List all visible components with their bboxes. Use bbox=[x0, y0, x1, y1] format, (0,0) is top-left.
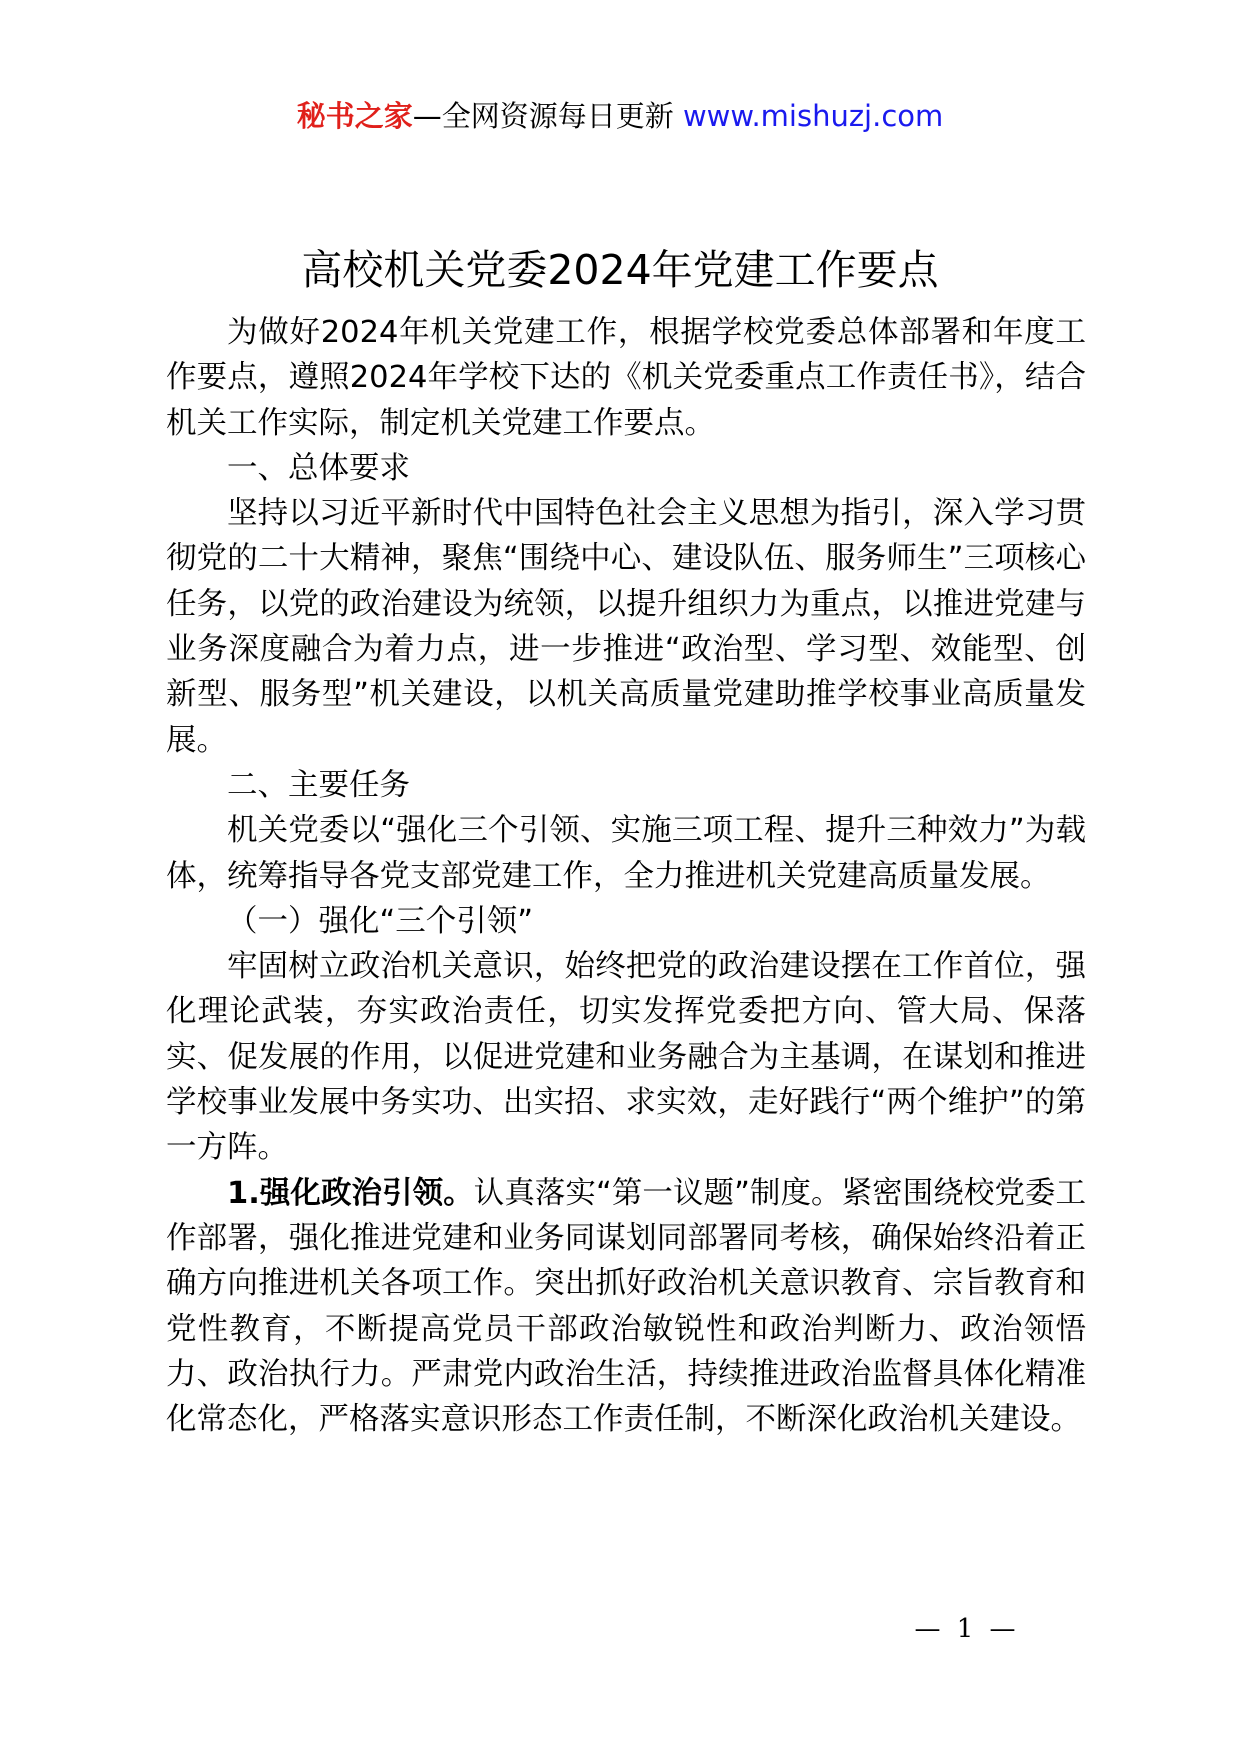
item-body-political: 认真落实“第一议题”制度。紧密围绕校党委工作部署，强化推进党建和业务同谋划同部署同考核，确保始终沿着正确方向推进机关各项工作。突出抓好政治机关意识教育、宗旨教育和党性教育，不断提高党员干部政治敏锐性和政治判断力、政治领悟力、政治执行力。严肃党内政治生活，持续推进政治监督具体化精准化常态化，严格落实意识形态工作责任制，不断深化政治机关建设。 bbox=[166, 1175, 1086, 1438]
site-url-link[interactable]: www.mishuzj.com bbox=[682, 99, 944, 133]
item-lead-political: 1.强化政治引领。 bbox=[227, 1175, 474, 1211]
brand-name: 秘书之家 bbox=[296, 99, 413, 133]
section-paragraph-main-tasks: 机关党委以“强化三个引领、实施三项工程、提升三种效力”为载体，统筹指导各党支部党建工作，全力推进机关党建高质量发展。 bbox=[166, 813, 1086, 894]
page-number: — 1 — bbox=[914, 1614, 1020, 1644]
item-paragraph-political-lead bbox=[166, 1171, 1086, 1443]
intro-paragraph: 为做好2024年机关党建工作，根据学校党委总体部署和年度工作要点，遵照2024年学校下达的《机关党委重点工作责任书》，结合机关工作实际，制定机关党建工作要点。 bbox=[166, 315, 1086, 441]
site-header-banner bbox=[0, 96, 1240, 136]
header-separator: — bbox=[412, 99, 442, 133]
subsection-paragraph-three-leads: 牢固树立政治机关意识，始终把党的政治建设摆在工作首位，强化理论武装，夯实政治责任，切实发挥党委把方向、管大局、保落实、促发展的作用，以促进党建和业务融合为主基调，在谋划和推进学校事业发展中务实功、出实招、求实效，走好践行“两个维护”的第一方阵。 bbox=[166, 949, 1086, 1166]
section-heading-main-tasks: 二、主要任务 bbox=[227, 767, 410, 803]
document-title: 高校机关党委2024年党建工作要点 bbox=[301, 246, 939, 294]
section-paragraph-overall-requirements: 坚持以习近平新时代中国特色社会主义思想为指引，深入学习贯彻党的二十大精神，聚焦“围绕中心、建设队伍、服务师生”三项核心任务，以党的政治建设为统领，以提升组织力为重点，以推进党建与业务深度融合为着力点，进一步推进“政治型、学习型、效能型、创新型、服务型”机关建设，以机关高质量党建助推学校事业高质量发展。 bbox=[166, 496, 1086, 758]
subsection-heading-three-leads: （一）强化“三个引领” bbox=[227, 903, 534, 939]
section-heading-overall-requirements: 一、总体要求 bbox=[227, 450, 410, 486]
document-body bbox=[166, 310, 1086, 1442]
header-slogan: 全网资源每日更新 bbox=[441, 99, 674, 133]
